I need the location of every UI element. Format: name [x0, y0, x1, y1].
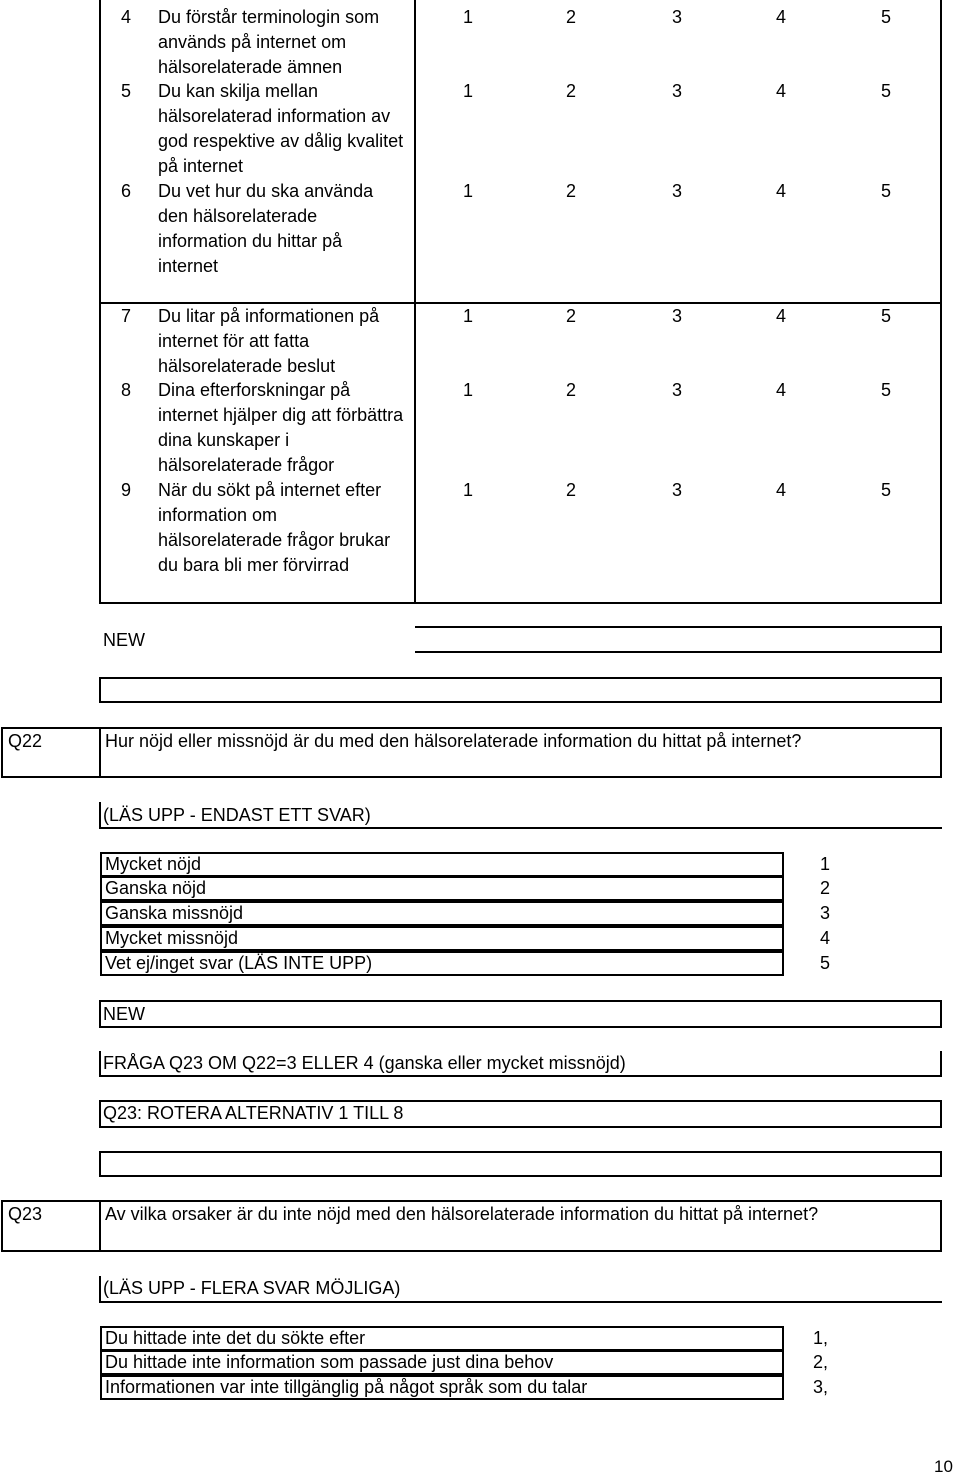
item-number: 5: [121, 81, 132, 101]
scale-option[interactable]: 1: [463, 181, 474, 201]
scale-option[interactable]: 2: [566, 7, 577, 27]
scale-option[interactable]: 4: [776, 81, 787, 101]
scale-option[interactable]: 4: [776, 181, 787, 201]
answer-option[interactable]: Mycket missnöjd: [100, 926, 784, 951]
item-text: Du förstår terminologin som används på internet om hälsorelaterade ämnen: [158, 7, 380, 77]
q22-divider: [99, 727, 101, 778]
scale-option[interactable]: 1: [463, 306, 474, 326]
scale-option[interactable]: 2: [566, 306, 577, 326]
answer-code: 3,: [813, 1377, 829, 1397]
answer-option[interactable]: Informationen var inte tillgänglig på något språk som du talar: [100, 1375, 784, 1400]
scale-option[interactable]: 1: [463, 480, 474, 500]
item-text: Dina efterforskningar på internet hjälper dig att förbättra dina kunskaper i hälsorelaterade frågor: [158, 380, 404, 475]
table-2-divider: [414, 302, 416, 604]
item-number: 7: [121, 306, 132, 326]
item-number: 4: [121, 7, 132, 27]
scale-option[interactable]: 3: [672, 181, 683, 201]
answer-option[interactable]: Mycket nöjd: [100, 852, 784, 877]
answer-code: 5: [820, 953, 831, 973]
item-number: 8: [121, 380, 132, 400]
q23-divider: [99, 1200, 101, 1252]
page-number: 10: [934, 1457, 953, 1476]
scale-option[interactable]: 1: [463, 7, 474, 27]
scale-option[interactable]: 5: [881, 380, 892, 400]
item-text: Du kan skilja mellan hälsorelaterad information av god respektive av dålig kvalitet på internet: [158, 81, 404, 176]
scale-option[interactable]: 3: [672, 81, 683, 101]
answer-code: 4: [820, 928, 831, 948]
scale-option[interactable]: 2: [566, 380, 577, 400]
answer-option[interactable]: Ganska missnöjd: [100, 901, 784, 926]
scale-option[interactable]: 3: [672, 480, 683, 500]
scale-option[interactable]: 3: [672, 7, 683, 27]
item-text: När du sökt på internet efter information om hälsorelaterade frågor brukar du bara bli mer förvirrad: [158, 480, 391, 575]
instruction-text: (LÄS UPP - ENDAST ETT SVAR): [103, 805, 371, 825]
answer-code: 2,: [813, 1352, 829, 1372]
scale-option[interactable]: 3: [672, 380, 683, 400]
new-label: NEW: [103, 1004, 145, 1024]
answer-code: 1,: [813, 1328, 829, 1348]
scale-option[interactable]: 1: [463, 380, 474, 400]
scale-option[interactable]: 5: [881, 306, 892, 326]
scale-option[interactable]: 5: [881, 480, 892, 500]
item-number: 9: [121, 480, 132, 500]
new-marker-box: [415, 626, 942, 653]
answer-option[interactable]: Du hittade inte det du sökte efter: [100, 1326, 784, 1351]
filter-note: FRÅGA Q23 OM Q22=3 ELLER 4 (ganska eller mycket missnöjd): [103, 1053, 626, 1073]
item-text: Du vet hur du ska använda den hälsorelaterade information du hittar på internet: [158, 181, 374, 276]
scale-option[interactable]: 5: [881, 81, 892, 101]
table-1-divider: [414, 0, 416, 304]
answer-option[interactable]: Vet ej/inget svar (LÄS INTE UPP): [100, 951, 784, 976]
scale-option[interactable]: 1: [463, 81, 474, 101]
scale-option[interactable]: 3: [672, 306, 683, 326]
scale-option[interactable]: 4: [776, 306, 787, 326]
question-id: Q22: [8, 731, 43, 751]
answer-option[interactable]: Du hittade inte information som passade just dina behov: [100, 1350, 784, 1375]
item-number: 6: [121, 181, 132, 201]
scale-option[interactable]: 5: [881, 181, 892, 201]
empty-row-box: [99, 677, 942, 703]
item-text: Du litar på informationen på internet för att fatta hälsorelaterade beslut: [158, 306, 380, 376]
answer-option[interactable]: Ganska nöjd: [100, 876, 784, 901]
answer-code: 3: [820, 903, 831, 923]
question-text: Hur nöjd eller missnöjd är du med den hälsorelaterade information du hittat på internet?: [105, 731, 802, 751]
scale-option[interactable]: 2: [566, 181, 577, 201]
scale-option[interactable]: 4: [776, 480, 787, 500]
empty-row-box: [99, 1151, 942, 1177]
scale-option[interactable]: 4: [776, 380, 787, 400]
scale-option[interactable]: 4: [776, 7, 787, 27]
rotate-note: Q23: ROTERA ALTERNATIV 1 TILL 8: [103, 1103, 404, 1123]
new-label: NEW: [103, 630, 145, 650]
scale-option[interactable]: 5: [881, 7, 892, 27]
new-box: [99, 1000, 942, 1028]
answer-code: 2: [820, 878, 831, 898]
question-text: Av vilka orsaker är du inte nöjd med den hälsorelaterade information du hittat på internet?: [105, 1204, 819, 1224]
question-id: Q23: [8, 1204, 43, 1224]
answer-code: 1: [820, 854, 831, 874]
instruction-text: (LÄS UPP - FLERA SVAR MÖJLIGA): [103, 1278, 401, 1298]
scale-option[interactable]: 2: [566, 480, 577, 500]
scale-option[interactable]: 2: [566, 81, 577, 101]
